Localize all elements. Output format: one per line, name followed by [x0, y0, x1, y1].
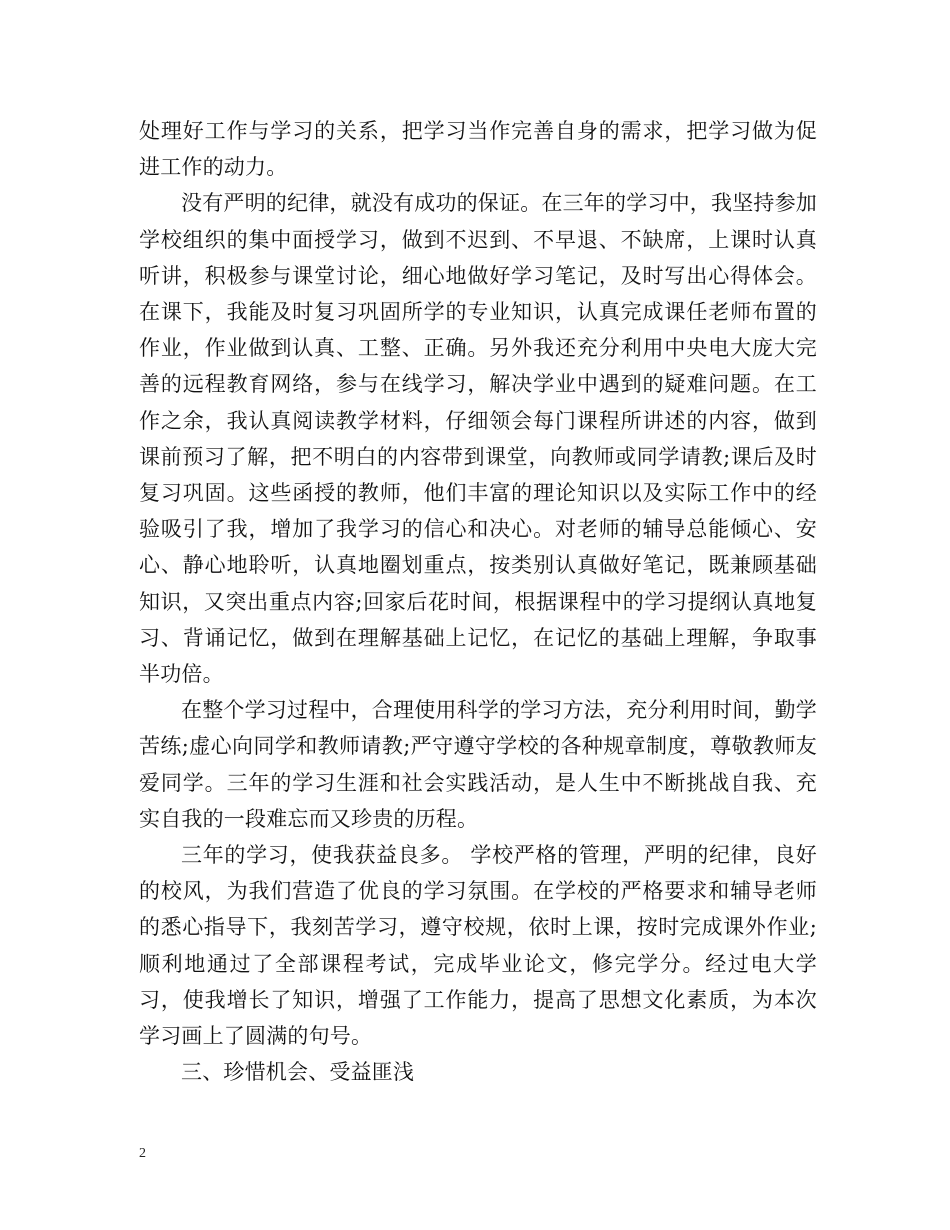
paragraph: 在整个学习过程中，合理使用科学的学习方法，充分利用时间，勤学苦练;虚心向同学和教师请教;严守遵守学校的各种规章制度，尊敬教师友爱同学。三年的学习生涯和社会实践活动，是人生中不断挑战自我、充实自我的一段难忘而又珍贵的历程。 [139, 698, 817, 831]
paragraph: 三年的学习，使我获益良多。 学校严格的管理，严明的纪律，良好的校风，为我们营造了优良的学习氛围。在学校的严格要求和辅导老师的悉心指导下，我刻苦学习，遵守校规，依时上课，按时完成课外作业;顺利地通过了全部课程考试，完成毕业论文，修完学分。经过电大学习，使我增长了知识，增强了工作能力，提高了思想文化素质，为本次学习画上了圆满的句号。 [139, 843, 817, 1049]
paragraph: 处理好工作与学习的关系，把学习当作完善自身的需求，把学习做为促进工作的动力。 [139, 119, 817, 180]
paragraph: 没有严明的纪律，就没有成功的保证。在三年的学习中，我坚持参加学校组织的集中面授学习，做到不迟到、不早退、不缺席，上课时认真听讲，积极参与课堂讨论，细心地做好学习笔记，及时写出心得体会。在课下，我能及时复习巩固所学的专业知识，认真完成课任老师布置的作业，作业做到认真、工整、正确。另外我还充分利用中央电大庞大完善的远程教育网络，参与在线学习，解决学业中遇到的疑难问题。在工作之余，我认真阅读教学材料，仔细领会每门课程所讲述的内容，做到课前预习了解，把不明白的内容带到课堂，向教师或同学请教;课后及时复习巩固。这些函授的教师，他们丰富的理论知识以及实际工作中的经验吸引了我，增加了我学习的信心和决心。对老师的辅导总能倾心、安心、静心地聆听，认真地圈划重点，按类别认真做好笔记，既兼顾基础知识，又突出重点内容;回家后花时间，根据课程中的学习提纲认真地复习、背诵记忆，做到在理解基础上记忆，在记忆的基础上理解，争取事半功倍。 [139, 191, 817, 687]
section-heading: 三、珍惜机会、受益匪浅 [181, 1060, 415, 1085]
document-body [139, 113, 817, 1090]
page-number: 2 [139, 1146, 146, 1161]
